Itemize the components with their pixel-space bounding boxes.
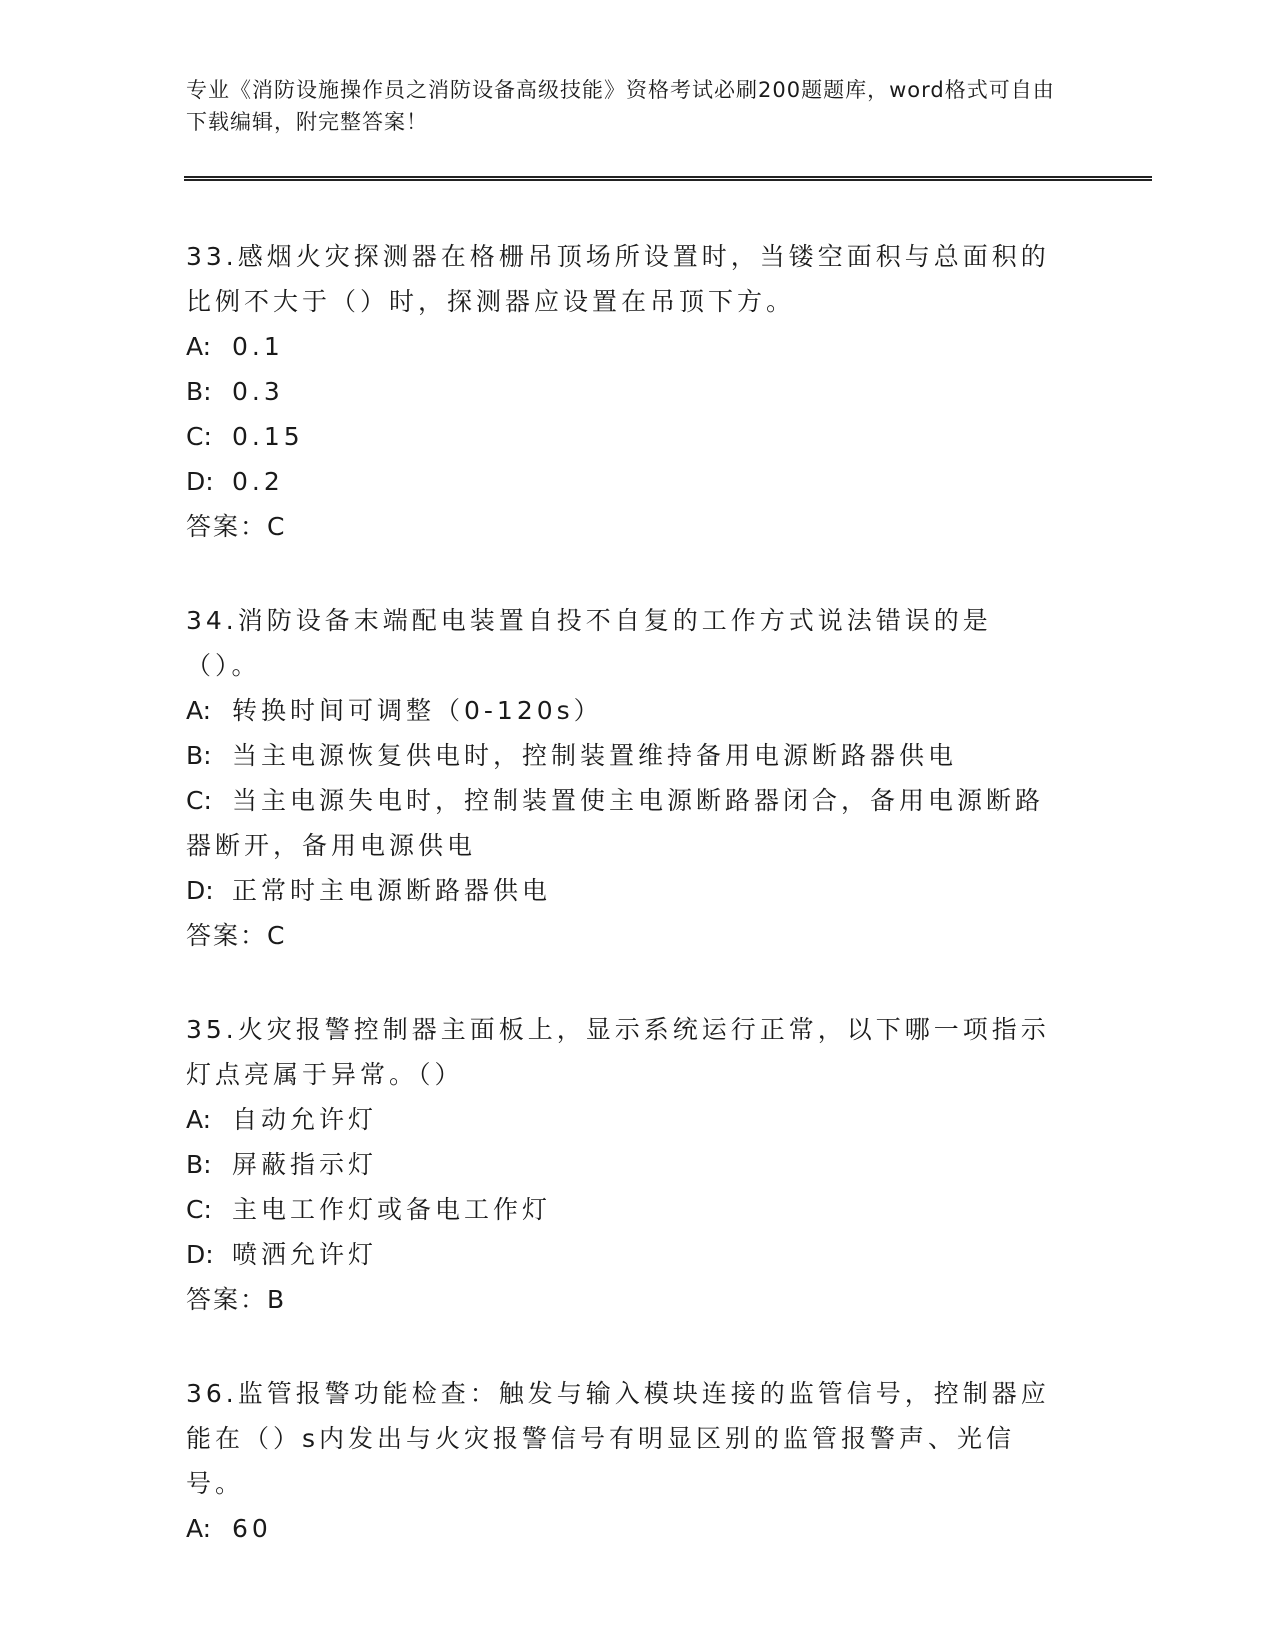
option-b [186,1142,1066,1187]
option-a [186,1506,1066,1551]
option-b [186,733,1066,778]
option-b [186,369,1066,414]
answer-line: 答案：C [186,921,287,950]
question-stem: 34.消防设备末端配电装置自投不自复的工作方式说法错误的是（）。 [186,606,992,680]
option-text: 喷洒允许灯 [232,1240,378,1269]
option-c [186,414,1066,459]
option-letter: D: [186,467,214,496]
document-header: 专业《消防设施操作员之消防设备高级技能》资格考试必刷200题题库，word格式可自由下载编辑，附完整答案！ [186,78,1055,134]
question-34 [186,598,1066,959]
option-letter: B: [186,741,212,770]
option-c [186,1187,1066,1232]
option-text: 主电工作灯或备电工作灯 [232,1195,552,1224]
option-letter: C: [186,422,212,451]
option-text: 正常时主电源断路器供电 [232,876,552,905]
option-text: 当主电源失电时，控制装置使主电源断路器闭合，备用电源断路器断开，备用电源供电 [186,786,1045,860]
question-stem: 33.感烟火灾探测器在格栅吊顶场所设置时，当镂空面积与总面积的比例不大于（）时，探测器应设置在吊顶下方。 [186,242,1050,316]
question-stem: 35.火灾报警控制器主面板上，显示系统运行正常，以下哪一项指示灯点亮属于异常。（） [186,1015,1050,1089]
option-letter: C: [186,786,212,815]
option-text: 0.3 [232,377,284,406]
header-divider [184,176,1152,181]
option-text: 自动允许灯 [232,1105,378,1134]
option-text: 当主电源恢复供电时，控制装置维持备用电源断路器供电 [232,741,958,770]
question-33 [186,234,1066,550]
answer-line: 答案：B [186,1285,287,1314]
question-35 [186,1007,1066,1323]
option-text: 0.2 [232,467,284,496]
question-36 [186,1371,1066,1551]
option-letter: D: [186,876,214,905]
option-text: 0.1 [232,332,284,361]
option-letter: A: [186,696,212,725]
option-letter: B: [186,377,212,406]
option-letter: D: [186,1240,214,1269]
answer-line: 答案：C [186,512,287,541]
option-letter: B: [186,1150,212,1179]
option-letter: A: [186,1105,212,1134]
option-c [186,778,1066,868]
question-stem: 36.监管报警功能检查：触发与输入模块连接的监管信号，控制器应能在（）s内发出与火灾报警信号有明显区别的监管报警声、光信号。 [186,1379,1050,1498]
option-text: 转换时间可调整（0-120s） [232,696,603,725]
option-d [186,1232,1066,1277]
question-list [186,234,1066,1599]
document-page [186,0,1106,1650]
option-letter: C: [186,1195,212,1224]
option-letter: A: [186,1514,212,1543]
option-letter: A: [186,332,212,361]
option-text: 屏蔽指示灯 [232,1150,378,1179]
option-a [186,688,1066,733]
option-d [186,459,1066,504]
option-a [186,1097,1066,1142]
option-text: 60 [232,1514,272,1543]
option-a [186,324,1066,369]
option-text: 0.15 [232,422,304,451]
option-d [186,868,1066,913]
